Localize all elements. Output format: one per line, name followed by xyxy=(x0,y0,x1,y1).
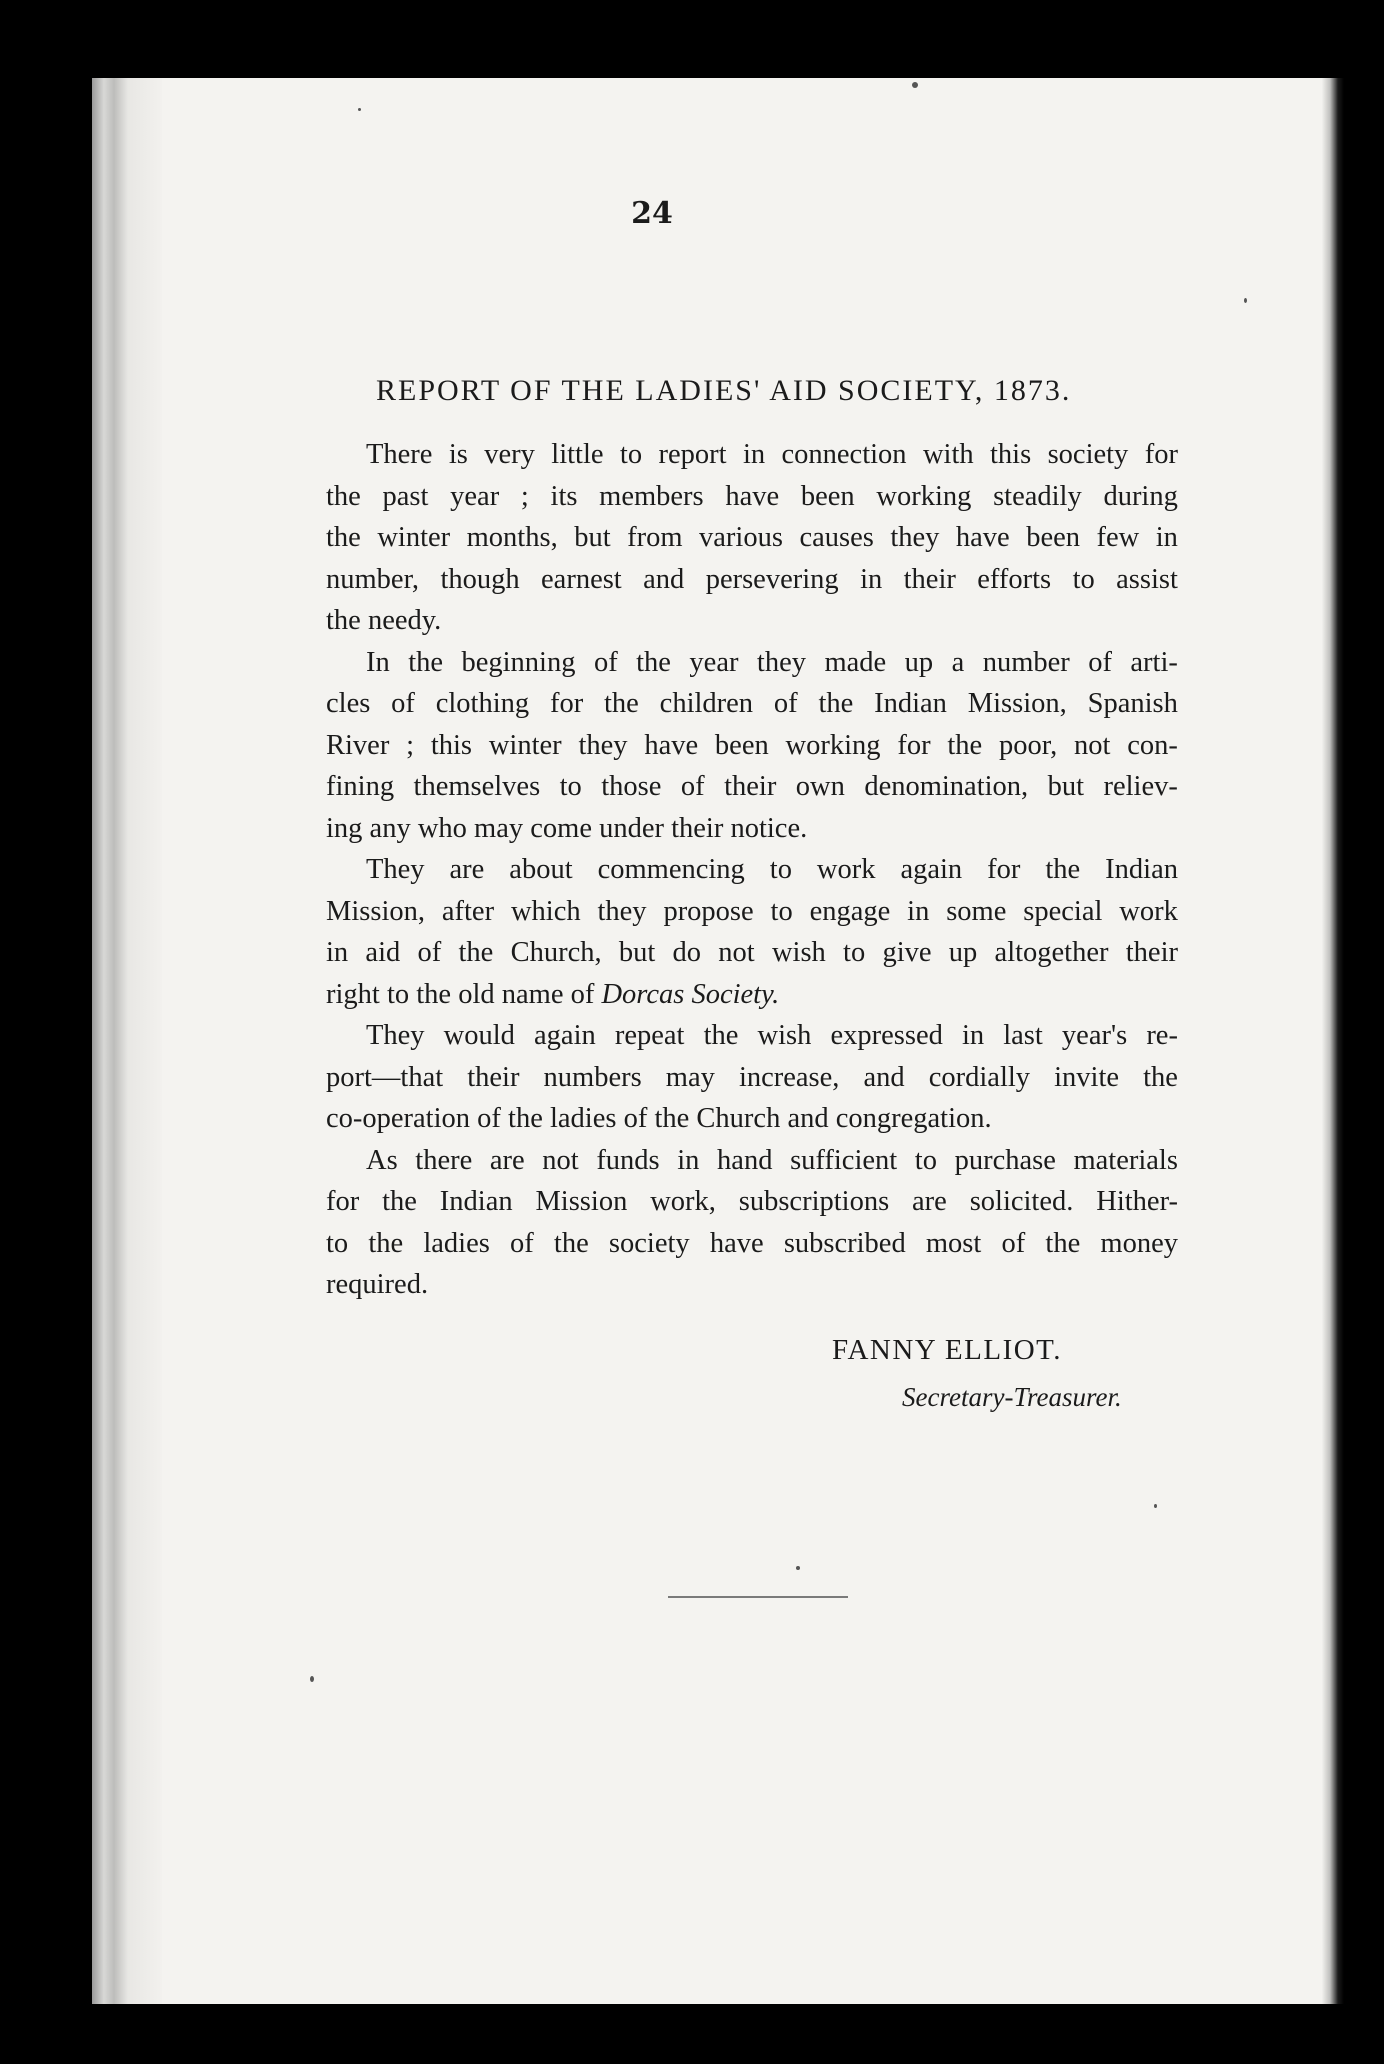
word: to xyxy=(386,978,417,1010)
word: would xyxy=(443,1020,515,1051)
word: past xyxy=(382,480,429,512)
word: and xyxy=(643,563,685,595)
word: of xyxy=(593,646,618,678)
word: members xyxy=(599,480,704,512)
signature-title: Secretary-Treasurer. xyxy=(902,1382,1122,1412)
word: after xyxy=(441,895,495,927)
word: not xyxy=(542,1144,579,1176)
word: of xyxy=(477,1103,509,1134)
closing-rule xyxy=(668,1596,848,1598)
word: the xyxy=(1045,1227,1081,1259)
word: they xyxy=(890,522,940,553)
report-title: REPORT OF THE LADIES' AID SOCIETY, 1873. xyxy=(376,374,1072,407)
text-line xyxy=(326,891,1178,933)
word: ladies xyxy=(423,1227,490,1259)
word: give xyxy=(882,937,932,968)
word: to xyxy=(619,439,643,470)
word: invite xyxy=(1054,1061,1120,1093)
word: they xyxy=(756,646,806,678)
word: been xyxy=(714,729,769,761)
word: cles xyxy=(326,688,371,719)
word: made xyxy=(824,646,887,678)
word: for xyxy=(897,729,931,761)
word: few xyxy=(1096,522,1140,553)
word: who xyxy=(417,812,475,844)
word: purchase xyxy=(954,1144,1056,1176)
word: Hither- xyxy=(1096,1186,1178,1217)
word: They xyxy=(366,854,425,885)
word: any xyxy=(369,812,418,844)
word: steadily xyxy=(993,480,1082,512)
word: for xyxy=(1144,439,1178,470)
word: Indian xyxy=(439,1186,513,1217)
word: of xyxy=(1001,1227,1026,1259)
word: in xyxy=(326,937,349,968)
word: have xyxy=(955,522,1010,553)
word: the xyxy=(458,937,494,968)
word: their xyxy=(1125,937,1178,968)
word: con- xyxy=(1127,729,1178,761)
text-line xyxy=(326,642,1178,684)
text-line xyxy=(326,1264,1178,1306)
text-line xyxy=(326,849,1178,891)
text-line xyxy=(326,1223,1178,1265)
word: the xyxy=(703,1020,739,1051)
word: in xyxy=(961,1020,985,1051)
word: the xyxy=(654,1103,697,1134)
scan-speck xyxy=(310,1676,314,1682)
word: the xyxy=(368,1227,404,1259)
word: to xyxy=(769,854,792,885)
word: of xyxy=(391,688,415,719)
word: arti- xyxy=(1130,646,1178,678)
word: funds xyxy=(596,1144,660,1176)
scan-speck xyxy=(912,82,918,88)
word: materials xyxy=(1073,1144,1178,1176)
word: engage xyxy=(809,895,891,927)
word: their xyxy=(903,563,956,595)
word: winter xyxy=(377,522,451,553)
word: the xyxy=(382,1186,417,1217)
word: work, xyxy=(650,1186,716,1217)
word: Society. xyxy=(691,978,780,1010)
text-line xyxy=(326,766,1178,808)
text-line xyxy=(326,476,1178,518)
word: They xyxy=(366,1020,425,1051)
word: wish xyxy=(757,1020,812,1051)
word: their xyxy=(671,812,731,844)
word: though xyxy=(440,563,520,595)
word: wish xyxy=(771,937,826,968)
word: year xyxy=(689,646,739,678)
word: are xyxy=(912,1186,947,1217)
word: been xyxy=(1026,522,1081,553)
word: aid xyxy=(365,937,401,968)
word: re- xyxy=(1146,1020,1178,1051)
word: some xyxy=(946,895,1007,927)
text-line xyxy=(326,1057,1178,1099)
word: working xyxy=(876,480,972,512)
word: little xyxy=(551,439,604,470)
word: to xyxy=(559,771,582,802)
word: year xyxy=(450,480,500,512)
word: the xyxy=(408,646,444,678)
word: but xyxy=(574,522,611,553)
word: are xyxy=(489,1144,525,1176)
word: reliev- xyxy=(1103,771,1178,802)
word: may xyxy=(665,1061,715,1093)
word: various xyxy=(699,522,783,553)
word: to xyxy=(770,895,793,927)
word: they xyxy=(597,895,647,927)
word: old xyxy=(458,978,502,1010)
word: Mission, xyxy=(967,688,1067,719)
word: subscribed xyxy=(783,1227,906,1259)
word: the xyxy=(508,1103,550,1134)
word: needy. xyxy=(367,605,442,636)
word: required. xyxy=(326,1269,429,1300)
word: winter xyxy=(488,729,562,761)
word: the xyxy=(326,480,361,512)
word: the xyxy=(416,978,459,1010)
report-body xyxy=(326,434,1178,1306)
word: work xyxy=(816,854,876,885)
word: for xyxy=(549,688,584,719)
word: their xyxy=(467,1061,520,1093)
word: to xyxy=(914,1144,937,1176)
word: name xyxy=(501,978,571,1010)
word: year's xyxy=(1061,1020,1128,1051)
page-number: 24 xyxy=(631,196,673,231)
text-line xyxy=(326,1098,1178,1140)
page-binding-edge xyxy=(92,78,162,2004)
word: subscriptions xyxy=(738,1186,890,1217)
word: efforts xyxy=(977,563,1052,595)
word: clothing xyxy=(435,688,530,719)
word: not xyxy=(718,937,755,968)
word: hand xyxy=(717,1144,773,1176)
word: the xyxy=(1045,854,1081,885)
word: society xyxy=(1047,439,1129,470)
word: months, xyxy=(466,522,558,553)
word: in xyxy=(742,439,766,470)
word: to xyxy=(326,1227,349,1259)
word: repeat xyxy=(614,1020,685,1051)
word: ; xyxy=(520,480,529,512)
word: its xyxy=(550,480,578,512)
word: the xyxy=(553,1227,589,1259)
word: are xyxy=(449,854,485,885)
word: report xyxy=(658,439,727,470)
word: for xyxy=(326,1186,360,1217)
word: there xyxy=(415,1144,473,1176)
word: In xyxy=(366,646,390,678)
page-right-edge xyxy=(1322,78,1344,2004)
word: have xyxy=(644,729,699,761)
text-line xyxy=(326,517,1178,559)
word: sufficient xyxy=(790,1144,898,1176)
word: again xyxy=(534,1020,596,1051)
text-line xyxy=(326,683,1178,725)
word: to xyxy=(1072,563,1095,595)
word: earnest xyxy=(541,563,622,595)
word: this xyxy=(990,439,1032,470)
word: this xyxy=(430,729,473,761)
scan-speck xyxy=(1154,1504,1157,1508)
word: to xyxy=(843,937,866,968)
text-line xyxy=(326,559,1178,601)
word: the xyxy=(1143,1061,1178,1093)
word: co-operation xyxy=(326,1103,478,1134)
word: in xyxy=(677,1144,700,1176)
word: but xyxy=(618,937,656,968)
word: in xyxy=(860,563,883,595)
word: There xyxy=(366,439,433,470)
word: ; xyxy=(406,729,415,761)
word: commencing xyxy=(597,854,745,885)
word: of xyxy=(680,771,705,802)
word: beginning xyxy=(461,646,576,678)
word: the xyxy=(326,605,368,636)
word: society xyxy=(608,1227,690,1259)
word: under xyxy=(599,812,672,844)
word: and xyxy=(787,1103,836,1134)
word: from xyxy=(627,522,683,553)
word: the xyxy=(818,688,854,719)
word: again xyxy=(900,854,963,885)
word: persevering xyxy=(705,563,839,595)
word: money xyxy=(1100,1227,1178,1259)
word: increase, xyxy=(738,1061,840,1093)
word: not xyxy=(1074,729,1111,761)
word: Mission, xyxy=(326,895,425,927)
text-line xyxy=(326,932,1178,974)
word: very xyxy=(484,439,535,470)
word: of xyxy=(623,1103,655,1134)
text-line xyxy=(326,600,1178,642)
word: those xyxy=(601,771,662,802)
word: which xyxy=(510,895,581,927)
word: of xyxy=(1088,646,1112,678)
word: right xyxy=(326,978,387,1010)
word: about xyxy=(509,854,573,885)
word: their xyxy=(724,771,777,802)
text-line xyxy=(326,434,1178,476)
word: been xyxy=(800,480,855,512)
word: in xyxy=(1155,522,1178,553)
word: during xyxy=(1103,480,1178,512)
word: River xyxy=(326,729,390,761)
word: in xyxy=(907,895,930,927)
word: they xyxy=(578,729,628,761)
word: children xyxy=(659,688,754,719)
word: As xyxy=(366,1144,398,1176)
word: poor, xyxy=(998,729,1058,761)
word: port—that xyxy=(326,1061,444,1093)
word: the xyxy=(947,729,983,761)
word: last xyxy=(1003,1020,1043,1051)
word: causes xyxy=(799,522,874,553)
word: but xyxy=(1047,771,1085,802)
signature-name: FANNY ELLIOT. xyxy=(832,1334,1062,1366)
word: have xyxy=(725,480,780,512)
word: Church, xyxy=(510,937,602,968)
word: Mission xyxy=(535,1186,628,1217)
word: do xyxy=(672,937,702,968)
word: own xyxy=(795,771,845,802)
word: the xyxy=(326,522,361,553)
word: of xyxy=(510,1227,534,1259)
word: numbers xyxy=(543,1061,642,1093)
word: expressed xyxy=(830,1020,943,1051)
word: special xyxy=(1023,895,1103,927)
word: the xyxy=(604,688,639,719)
word: cordially xyxy=(928,1061,1031,1093)
word: propose xyxy=(663,895,754,927)
word: Dorcas xyxy=(601,978,692,1010)
word: the xyxy=(636,646,671,678)
word: a xyxy=(951,646,965,678)
word: assist xyxy=(1116,563,1178,595)
word: number xyxy=(982,646,1070,678)
word: notice. xyxy=(730,812,808,844)
word: of xyxy=(570,978,602,1010)
text-line xyxy=(326,808,1178,850)
word: working xyxy=(785,729,881,761)
text-line xyxy=(326,974,1178,1016)
word: come xyxy=(530,812,600,844)
word: Indian xyxy=(1105,854,1178,885)
word: of xyxy=(773,688,798,719)
word: work xyxy=(1119,895,1178,927)
word: ladies xyxy=(549,1103,624,1134)
word: up xyxy=(904,646,934,678)
word: with xyxy=(922,439,974,470)
word: themselves xyxy=(413,771,541,802)
text-line xyxy=(326,725,1178,767)
scan-speck xyxy=(358,108,361,111)
word: congregation. xyxy=(835,1103,992,1134)
word: ing xyxy=(326,812,370,844)
text-line xyxy=(326,1015,1178,1057)
word: connection xyxy=(781,439,907,470)
word: solicited. xyxy=(969,1186,1074,1217)
word: number, xyxy=(326,563,420,595)
word: most xyxy=(925,1227,982,1259)
scan-speck xyxy=(1244,298,1247,303)
scan-speck xyxy=(796,1566,800,1570)
word: of xyxy=(417,937,442,968)
word: for xyxy=(987,854,1021,885)
word: is xyxy=(448,439,468,470)
word: and xyxy=(863,1061,905,1093)
word: may xyxy=(474,812,531,844)
word: up xyxy=(948,937,978,968)
word: Church xyxy=(696,1103,788,1134)
text-line xyxy=(326,1140,1178,1182)
word: Spanish xyxy=(1087,688,1178,719)
word: altogether xyxy=(994,937,1109,968)
word: denomination, xyxy=(864,771,1029,802)
word: Indian xyxy=(874,688,947,719)
text-line xyxy=(326,1181,1178,1223)
word: fining xyxy=(326,771,395,802)
word: have xyxy=(709,1227,764,1259)
